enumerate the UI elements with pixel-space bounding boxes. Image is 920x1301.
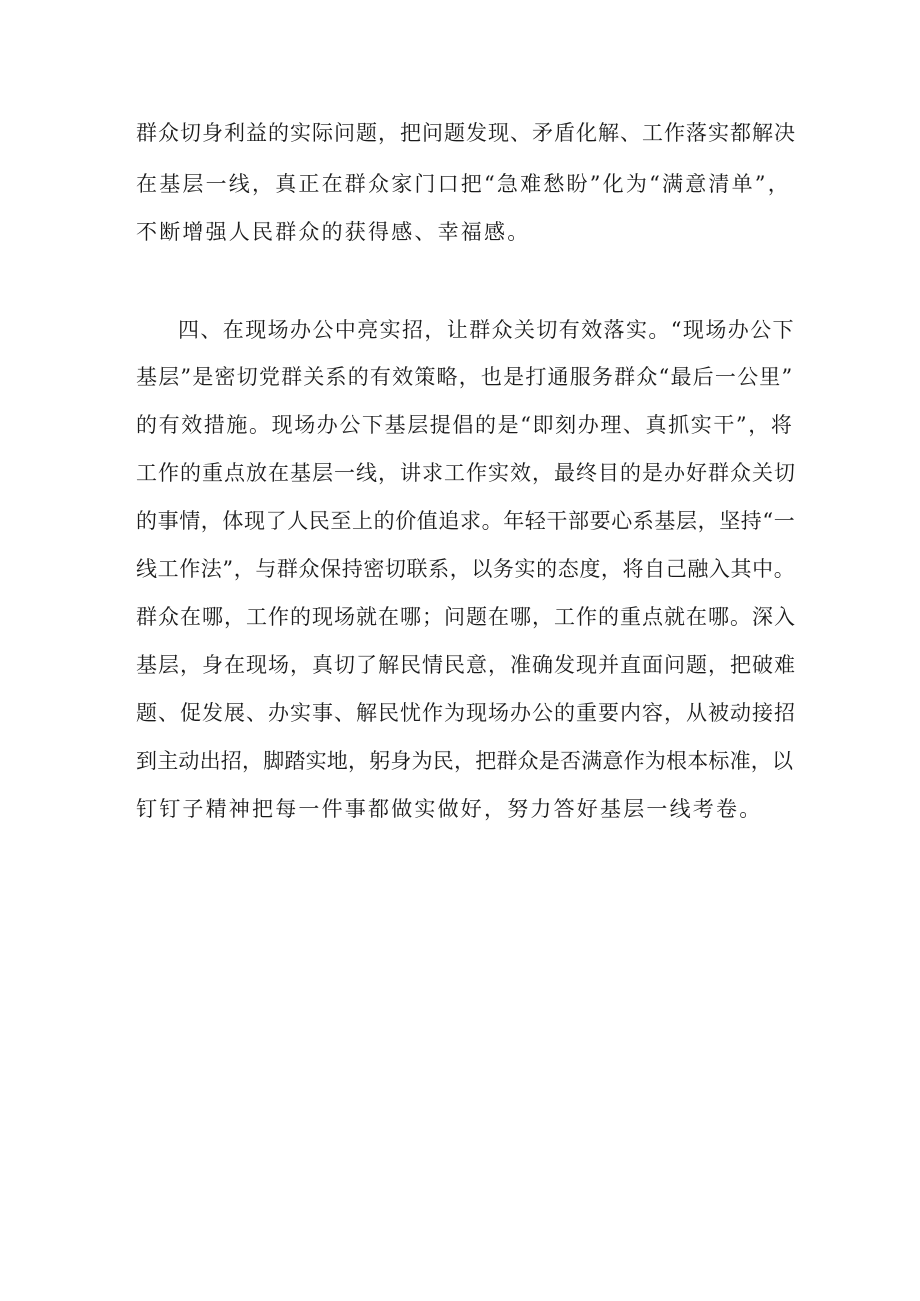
text-line: 工作的重点放在基层一线，讲求工作实效，最终目的是办好群众关切 xyxy=(136,461,796,485)
text-line: 的事情，体现了人民至上的价值追求。年轻干部要心系基层，坚持“一 xyxy=(136,509,796,533)
text-line: 的有效措施。现场办公下基层提倡的是“即刻办理、真抓实干”，将 xyxy=(136,413,794,437)
text-line: 在基层一线，真正在群众家门口把“急难愁盼”化为“满意清单”， xyxy=(136,172,791,196)
text-line: 到主动出招，脚踏实地，躬身为民，把群众是否满意作为根本标准，以 xyxy=(136,749,794,773)
text-line: 群众切身利益的实际问题，把问题发现、矛盾化解、工作落实都解决 xyxy=(136,121,796,145)
text-line: 线工作法”，与群众保持密切联系，以务实的态度，将自己融入其中。 xyxy=(136,557,796,581)
text-line: 基层”是密切党群关系的有效策略，也是打通服务群众“最后一公里” xyxy=(136,365,794,389)
text-line: 基层，身在现场，真切了解民情民意，准确发现并直面问题，把破难 xyxy=(136,653,796,677)
text-line: 不断增强人民群众的获得感、幸福感。 xyxy=(136,220,531,244)
paragraph-heading-line: 四、在现场办公中亮实招，让群众关切有效落实。“现场办公下 xyxy=(178,318,795,342)
text-line: 题、促发展、办实事、解民忧作为现场办公的重要内容，从被动接招 xyxy=(136,701,796,725)
text-line: 钉钉子精神把每一件事都做实做好，努力答好基层一线考卷。 xyxy=(136,797,763,821)
text-line: 群众在哪，工作的现场就在哪；问题在哪，工作的重点就在哪。深入 xyxy=(136,605,796,629)
